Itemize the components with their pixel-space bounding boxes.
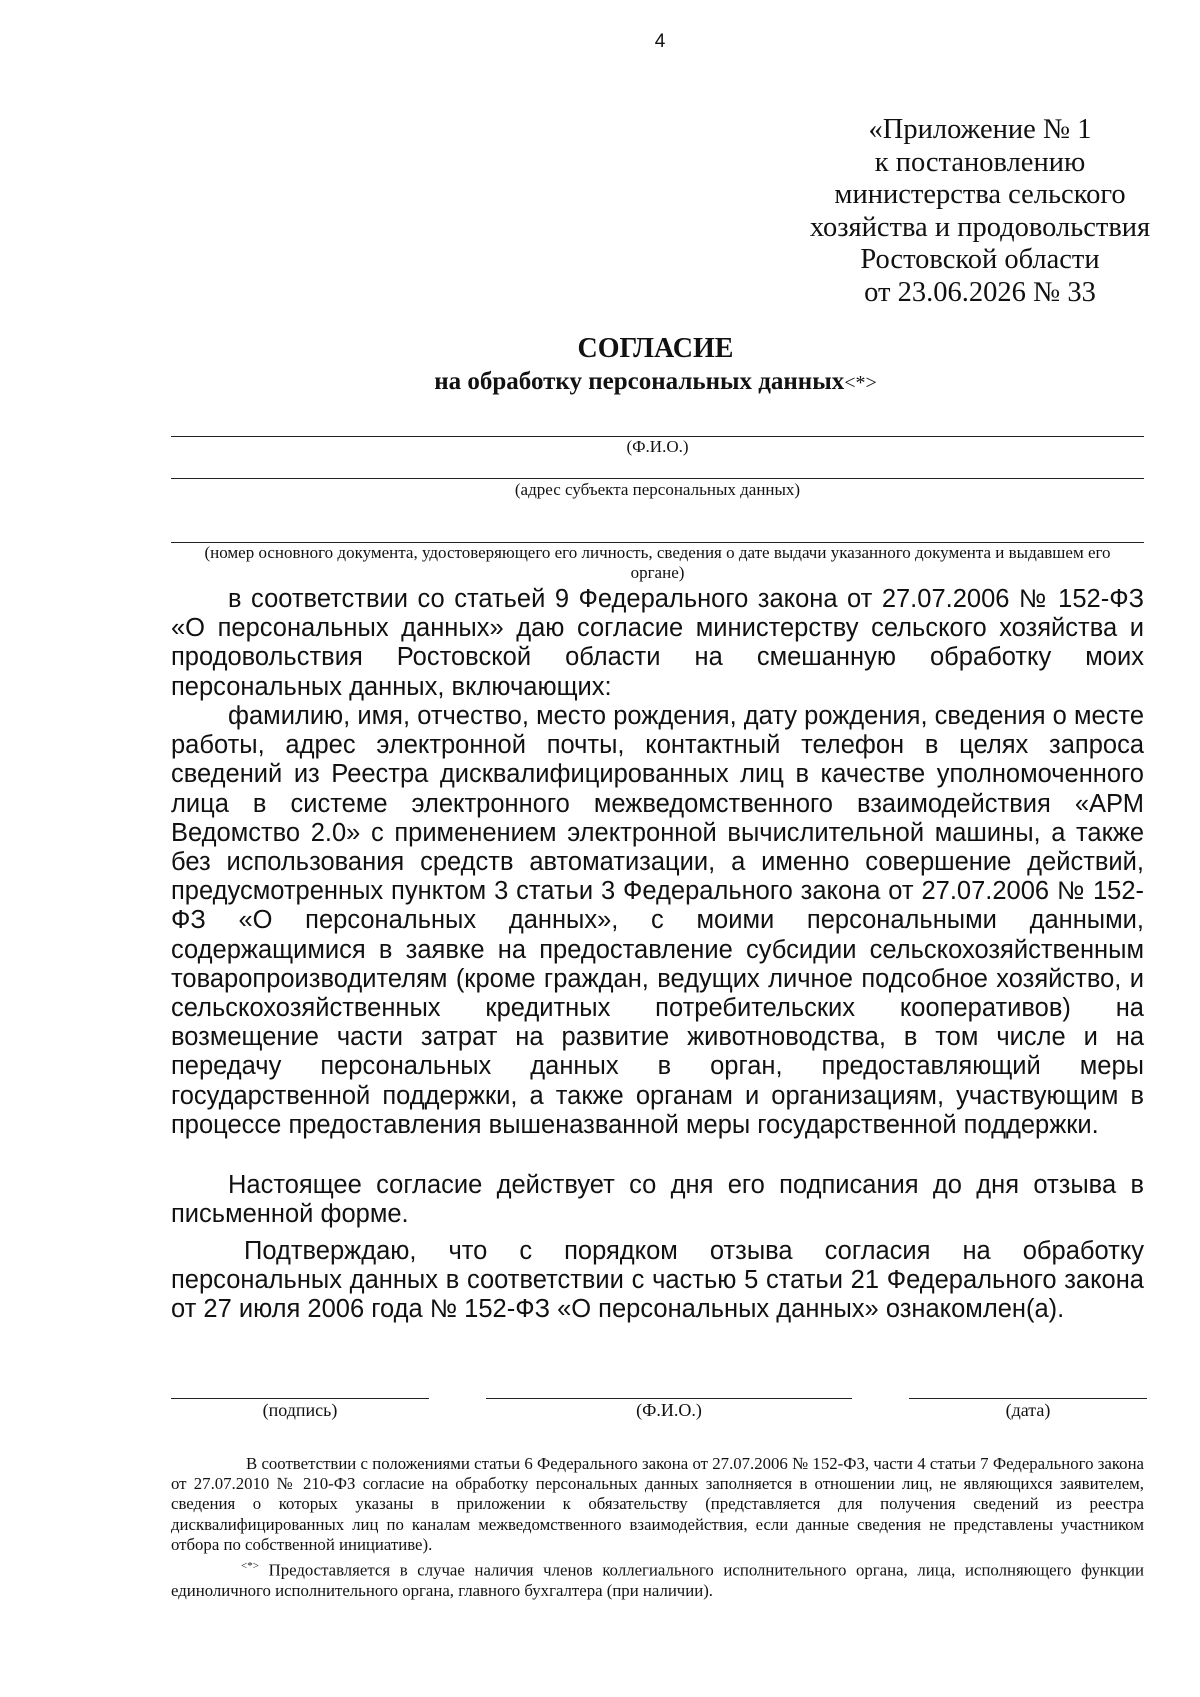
footnote-marker: <*> (844, 372, 877, 394)
footnote-legal-basis: В соответствии с положениями статьи 6 Федерального закона от 27.07.2006 № 152-ФЗ, части 4 статьи 7 Федерального закона от 27.07.2010 № 210-ФЗ согласие на обработку персональных данных заполняется в отношении лиц, не являющихся заявителем, сведения о которых указаны в приложении к обязательству (представляется для получения сведений из реестра дисквалифицированных лиц по каналам межведомственного взаимодействия, если данные сведения не представлены участником отбора по собственной инициативе). (171, 1454, 1144, 1554)
annex-header (780, 114, 1180, 309)
page-number: 4 (654, 31, 666, 52)
footnote-applicability (171, 1556, 1144, 1601)
date-line (909, 1398, 1147, 1399)
signature-caption: (подпись) (262, 1400, 338, 1420)
document-subtitle (163, 368, 1148, 396)
annex-line: хозяйства и продовольствия (809, 211, 1151, 243)
subtitle-text: на обработку персональных данных (434, 368, 845, 395)
signature-line (171, 1398, 429, 1399)
address-fill-line (171, 478, 1144, 479)
footnote-marker: <*> (241, 1560, 259, 1572)
annex-line: к постановлению (874, 146, 1086, 178)
annex-line: Ростовской области (860, 244, 1100, 275)
body-paragraph-acknowledgement: Подтверждаю, что с порядком отзыва согласия на обработку персональных данных в соответствии с частью 5 статьи 21 Федерального закона от 27 июля 2006 года № 152-ФЗ «О персональных данных» ознакомлен(а). (171, 1237, 1144, 1324)
body-paragraph-validity: Настоящее согласие действует со дня его подписания до дня отзыва в письменной форме. (171, 1171, 1144, 1229)
fio-signature-caption: (Ф.И.О.) (636, 1400, 702, 1420)
fio-signature-line (486, 1398, 852, 1399)
body-paragraph-consent: в соответствии со статьей 9 Федерального закона от 27.07.2006 № 152-ФЗ «О персональных данных» даю согласие министерству сельского хозяйства и продовольствия Ростовской области на смешанную обработку моих персональных данных, включающих: (171, 585, 1144, 701)
annex-line: «Приложение № 1 (868, 114, 1092, 145)
footnote-text: Предоставляется в случае наличия членов коллегиального исполнительного органа, лица, исполняющего функции единоличного исполнительного органа, главного бухгалтера (при наличии). (171, 1560, 1144, 1600)
date-caption: (дата) (1005, 1400, 1051, 1420)
document-title: СОГЛАСИЕ (577, 333, 734, 364)
address-caption: (адрес субъекта персональных данных) (514, 480, 801, 499)
annex-line: министерства сельского (834, 179, 1126, 210)
document-caption: (номер основного документа, удостоверяющего его личность, сведения о дате выдачи указанного документа и выдавшем его органе) (204, 543, 1111, 582)
fio-caption: (Ф.И.О.) (626, 437, 689, 456)
body-paragraph-data-list: фамилию, имя, отчество, место рождения, дату рождения, сведения о месте работы, адрес электронной почты, контактный телефон в целях запроса сведений из Реестра дисквалифицированных лиц в качестве уполномоченного лица в системе электронного межведомственного взаимодействия «АРМ Ведомство 2.0» с применением электронной вычислительной машины, а также без использования средств автоматизации, а именно совершение действий, предусмотренных пунктом 3 статьи 3 Федерального закона от 27.07.2006 № 152-ФЗ «О персональных данных», с моими персональными данными, содержащимися в заявке на предоставление субсидии сельскохозяйственным товаропроизводителям (кроме граждан, ведущих личное подсобное хозяйство, и сельскохозяйственных кредитных потребительских кооперативов) на возмещение части затрат на развитие животноводства, в том числе и на передачу персональных данных в орган, предоставляющий меры государственной поддержки, а также органам и организациям, участвующим в процессе предоставления вышеназванной меры государственной поддержки. (171, 702, 1144, 1139)
annex-line: от 23.06.2026 № 33 (864, 276, 1096, 308)
